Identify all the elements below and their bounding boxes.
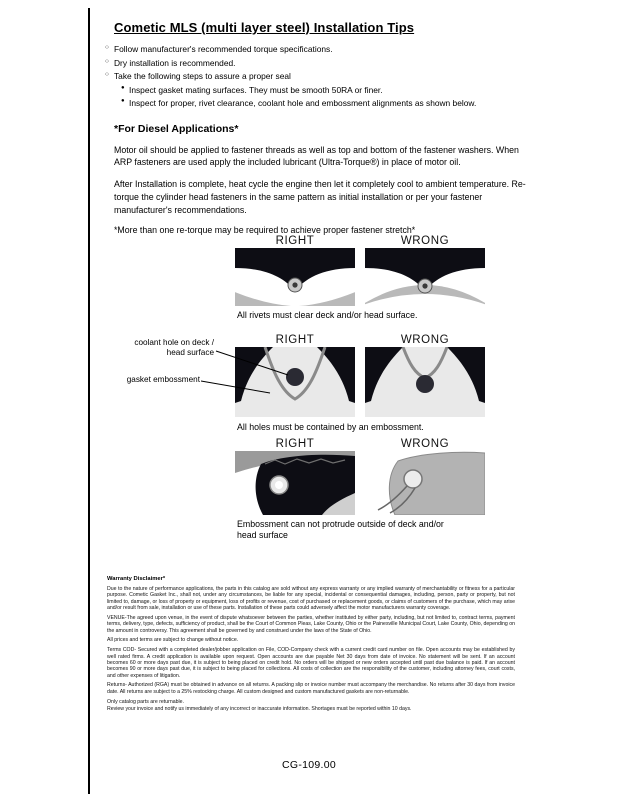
legal-paragraph: Terms COD- Secured with a completed dealer/jobber application on File, COD-Company check with a current credit card number on file. Open accounts may be established by well rated firms. A credit application is available upon request. Open accounts are due payable Net 30 days from date of invoice. No statement will be sent. If an account becomes 60 or more days past due, it is subject to being placed on credit hold. No orders will be shipped or new orders accepted until past due balance is paid. If an account becomes 90 or more days past due, it is subject to being placed for collections. All costs of collection are the responsibility of the customer, including attorney fees, court costs, and other expenses of litigation. (107, 647, 515, 679)
installation-tips-list (105, 44, 538, 109)
row2-caption: All holes must be contained by an embossment. (237, 422, 424, 432)
retorque-note: *More than one re-torque may be required to achieve proper fastener stretch* (114, 225, 416, 236)
row1-caption: All rivets must clear deck and/or head surface. (237, 310, 418, 320)
diagram-section (0, 235, 618, 545)
row3-caption: Embossment can not protrude outside of deck and/or head surface (237, 519, 444, 541)
legal-paragraph: All prices and terms are subject to change without notice. (107, 637, 239, 644)
gasket-embossment-label: gasket embossment (126, 375, 200, 384)
warranty-disclaimer-section (107, 576, 515, 715)
row1-right-label: RIGHT (275, 235, 315, 247)
list-item: ○ Follow manufacturer's recommended torque specifications. (105, 44, 538, 55)
row3-right-label: RIGHT (275, 438, 315, 450)
page-number-code: CG-109.00 (281, 759, 337, 771)
rivet-clearance-right-diagram (235, 248, 355, 306)
diesel-applications-heading: *For Diesel Applications* (114, 122, 239, 135)
row1-wrong-label: WRONG (400, 235, 450, 247)
embossment-containment-wrong-diagram (365, 347, 485, 417)
list-item (105, 71, 538, 109)
coolant-hole-label: coolant hole on deck / head surface (134, 338, 214, 357)
embossment-containment-right-diagram (235, 347, 355, 417)
list-item: ○ Dry installation is recommended. (105, 58, 538, 69)
list-item-text: Take the following steps to assure a proper seal (114, 71, 291, 81)
diesel-paragraph-2: After Installation is complete, heat cycle the engine then let it completely cool to ambient temperature. Re-torque the cylinder head fasteners in the same pattern as initial installation or per your fastener manufacturer's recommendations. (114, 179, 526, 215)
embossment-protrusion-right-diagram (235, 451, 355, 515)
row2-wrong-label: WRONG (400, 334, 450, 346)
rivet-clearance-wrong-diagram (365, 248, 485, 306)
list-item: ● Inspect gasket mating surfaces. They must be smooth 50RA or finer. (120, 85, 538, 96)
row3-wrong-label: WRONG (400, 438, 450, 450)
proper-seal-sublist (120, 85, 538, 109)
main-content (114, 20, 538, 235)
row2-right-label: RIGHT (275, 334, 315, 346)
list-item: ● Inspect for proper, rivet clearance, coolant hole and embossment alignments as shown below. (120, 98, 538, 109)
legal-paragraph: Only catalog parts are returnable. (107, 698, 184, 705)
legal-paragraph: Due to the nature of performance applications, the parts in this catalog are sold without any express warranty or any implied warranty of merchantability or fitness for a particular purpose. Cometic Gasket Inc., shall not, under any circumstances, be liable for any special, incidental or consequential damages, including, person, party or property, but not limited to, damage, or loss of property or equipment, loss of profits or revenue, cost of purchased or replacement goods, or claims of customers of the purchase, which may arise and/or result from sale, installation or use of these parts. Installation of these parts could adversely affect the motor manufacturers warranty coverage. (107, 586, 515, 612)
legal-paragraph: Returns- Authorized (RGA) must be obtained in advance on all returns. A packing slip or invoice number must accompany the merchandise. No returns after 30 days from invoice date. All returns are subject to a 25% restocking charge. All custom designed and custom manufactured gaskets are non-returnable. (107, 682, 515, 695)
warranty-disclaimer-heading: Warranty Disclaimer* (107, 576, 166, 582)
diesel-paragraph-1: Motor oil should be applied to fastener threads as well as top and bottom of the fastener washers. When ARP fasteners are used apply the included lubricant (Ultra-Torque®) in place of motor oil. (114, 144, 519, 168)
legal-paragraph: Review your invoice and notify us immediately of any incorrect or inaccurate information. Shortages must be reported within 10 days. (107, 705, 412, 712)
legal-paragraph: VENUE-The agreed upon venue, in the event of dispute whatsoever between the parties, whether instituted by either party, including, but not limited to, contract terms, payment terms, delivery, type, defects, sufficiency of product, shall be the Court of Common Pleas, Lake County, Ohio or the Painesville Municipal Court, Lake County, Ohio, depending on the amount in controversy. This agreement shall be governed by and construed under the laws of the State of Ohio. (107, 614, 515, 634)
embossment-protrusion-wrong-diagram (365, 451, 485, 515)
page-title: Cometic MLS (multi layer steel) Installation Tips (114, 20, 415, 35)
